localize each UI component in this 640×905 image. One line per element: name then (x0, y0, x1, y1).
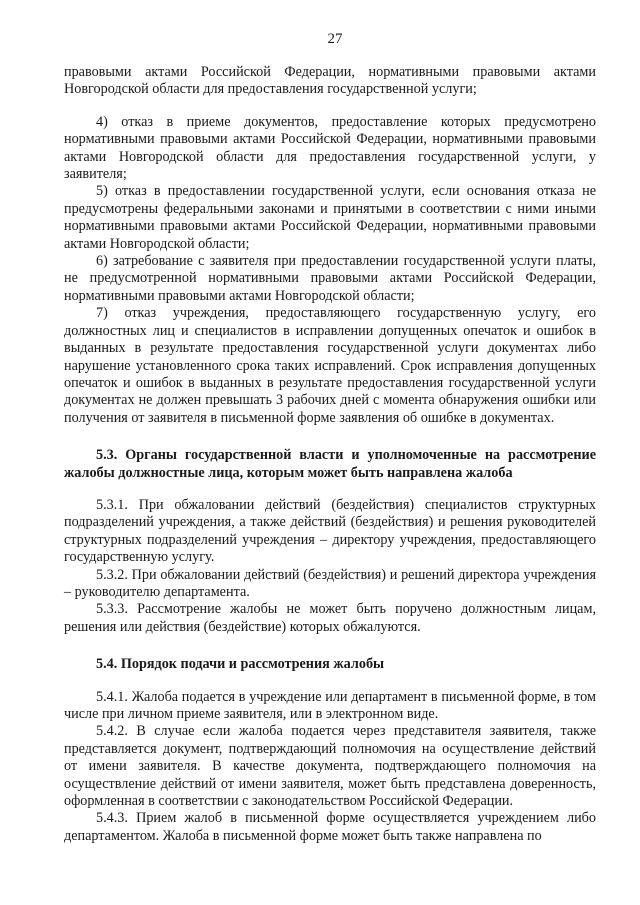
spacer (64, 482, 596, 497)
spacer (64, 427, 596, 447)
paragraph-5-4-2: 5.4.2. В случае если жалоба подается через представителя заявителя, также представляется документ, подтверждающий полномочия на осуществление действий от имени заявителя. В качестве документа, подтверждающего полномочия на осуществление действий от имени заявителя, может быть представлена доверенность, оформленная в соответствии с законодательством Российской Федерации. (64, 723, 596, 810)
page-number: 27 (327, 31, 343, 47)
paragraph-5-4-1: 5.4.1. Жалоба подается в учреждение или департамент в письменной форме, в том числе при личном приеме заявителя, или в электронном виде. (64, 688, 596, 722)
section-5-3-heading: 5.3. Органы государственной власти и уполномоченные на рассмотрение жалобы должностные лица, которым может быть направлена жалоба (64, 447, 596, 481)
spacer (64, 636, 596, 656)
list-item-4: 4) отказ в приеме документов, предоставление которых предусмотрено нормативными правовыми актами Российской Федерации, нормативными правовыми актами Новгородской области для предоставления государственной услуги, у заявителя; (64, 113, 596, 183)
paragraph-5-3-3: 5.3.3. Рассмотрение жалобы не может быть поручено должностным лицам, решения или действия (бездействие) которых обжалуются. (64, 601, 596, 635)
paragraph-5-3-1: 5.3.1. При обжаловании действий (бездействия) специалистов структурных подразделений учреждения, а также действий (бездействия) и решения руководителей структурных подразделений учреждения – директору учреждения, предоставляющего государственную услугу. (64, 496, 596, 566)
list-item-6: 6) затребование с заявителя при предоставлении государственной услуги платы, не предусмотренной нормативными правовыми актами Российской Федерации, нормативными правовыми актами Новгородской области; (64, 253, 596, 304)
spacer (64, 99, 596, 114)
section-5-4-heading: 5.4. Порядок подачи и рассмотрения жалобы (96, 656, 385, 673)
list-item-5: 5) отказ в предоставлении государственной услуги, если основания отказа не предусмотрены федеральными законами и принятыми в соответствии с ними иными нормативными правовыми актами Российской Федерации, нормативными правовыми актами Новгородской области; (64, 183, 596, 252)
intro-fragment: правовыми актами Российской Федерации, нормативными правовыми актами Новгородской области для предоставления государственной услуги; (64, 64, 596, 98)
paragraph-5-3-2: 5.3.2. При обжаловании действий (бездействия) и решений директора учреждения – руководителю департамента. (64, 566, 596, 600)
list-item-7: 7) отказ учреждения, предоставляющего государственную услугу, его должностных лиц и специалистов в исправлении допущенных опечаток и ошибок в выданных в результате предоставления государственной услуги документах либо нарушение установленного срока таких исправлений. Срок исправления допущенных опечаток и ошибок в выданных в результате предоставления государственной услуги документах не должен превышать 3 рабочих дней с момента обнаружения ошибки или получения от заявителя в письменной форме заявления об ошибке в документах. (64, 305, 596, 426)
spacer (64, 674, 596, 689)
paragraph-5-4-3: 5.4.3. Прием жалоб в письменной форме осуществляется учреждением либо департаментом. Жалоба в письменной форме может быть также направлена по (64, 810, 596, 844)
